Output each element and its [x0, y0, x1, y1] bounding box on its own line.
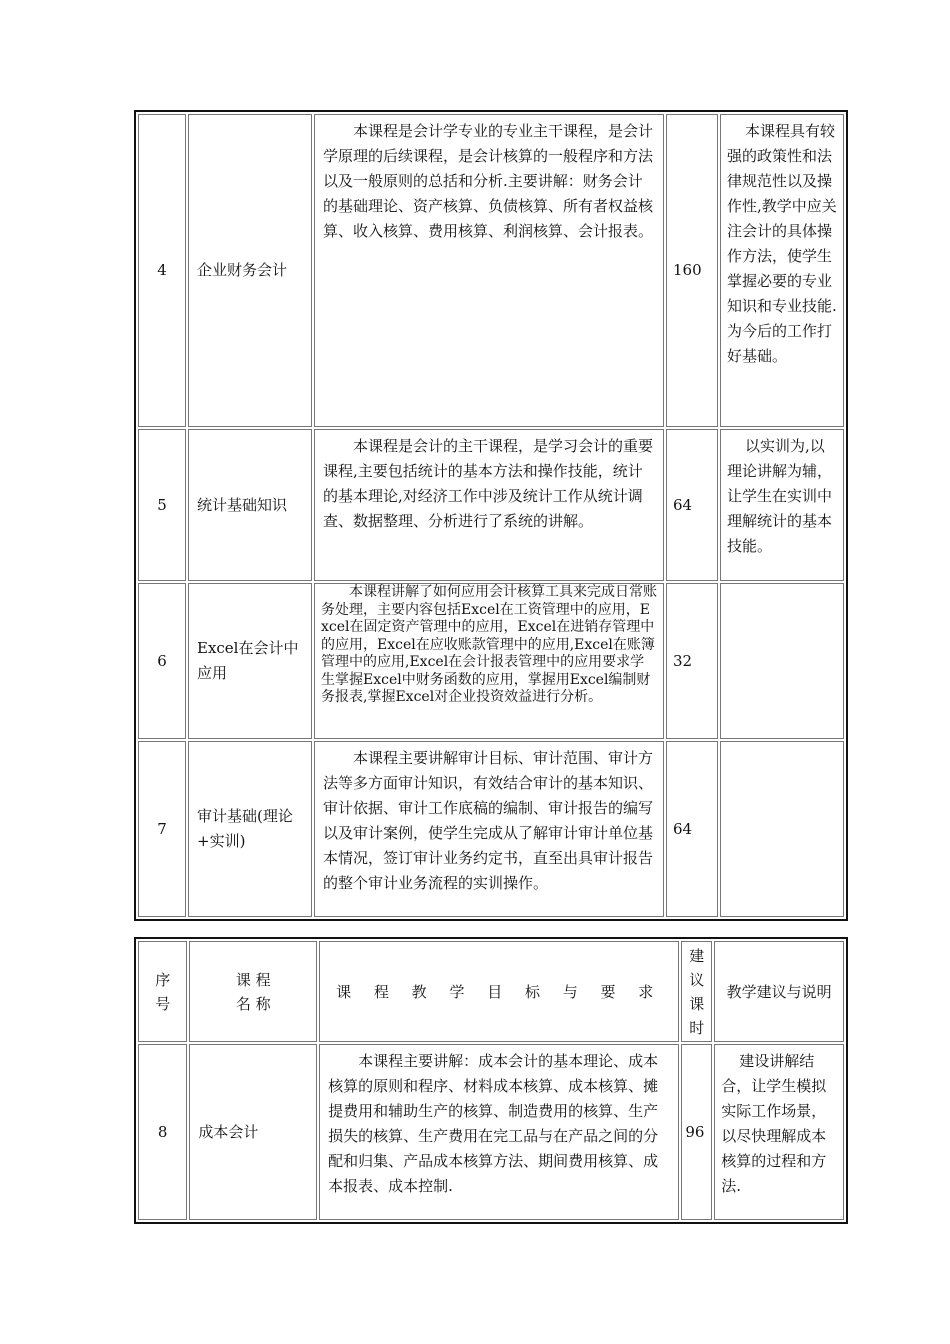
course-name: 审计基础(理论+实训) [188, 741, 312, 917]
course-hours: 160 [666, 114, 718, 427]
course-description: 本课程主要讲解审计目标、审计范围、审计方法等多方面审计知识，有效结合审计的基本知识、审计依据、审计工作底稿的编制、审计报告的编写以及审计案例，使学生完成从了解审计审计单位基本情况，签订审计业务约定书，直至出具审计报告的整个审计业务流程的实训操作。 [314, 741, 664, 917]
course-index: 8 [138, 1044, 187, 1220]
table-row [138, 429, 844, 581]
course-note: 以实训为,以理论讲解为辅，让学生在实训中理解统计的基本技能。 [720, 429, 844, 581]
table-row [138, 741, 844, 917]
course-hours: 96 [681, 1044, 712, 1220]
course-hours: 64 [666, 429, 718, 581]
course-hours: 64 [666, 741, 718, 917]
course-description: 本课程讲解了如何应用会计核算工具来完成日常账务处理，主要内容包括Excel在工资管理中的应用，Excel在固定资产管理中的应用，Excel在进销存管理中的应用，Excel在应收账款管理中的应用,Excel在账簿管理中的应用,Excel在会计报表管理中的应用要求学生掌握Excel中财务函数的应用，掌握用Excel编制财务报表,掌握Excel对企业投资效益进行分析。 [314, 583, 664, 739]
course-hours: 32 [666, 583, 718, 739]
course-table-continued [134, 110, 848, 921]
course-index: 7 [138, 741, 186, 917]
table-row [138, 1044, 844, 1220]
table-row [138, 583, 844, 739]
header-teaching-notes: 教学建议与说明 [714, 941, 844, 1042]
course-note: 建设讲解结合，让学生模拟实际工作场景，以尽快理解成本核算的过程和方法. [714, 1044, 844, 1220]
table-header-row [138, 941, 844, 1042]
course-name: Excel在会计中应用 [188, 583, 312, 739]
course-index: 4 [138, 114, 186, 427]
course-description: 本课程主要讲解：成本会计的基本理论、成本核算的原则和程序、材料成本核算、成本核算、摊提费用和辅助生产的核算、制造费用的核算、生产损失的核算、生产费用在完工品与在产品之间的分配和归集、产品成本核算方法、期间费用核算、成本报表、成本控制. [319, 1044, 679, 1220]
course-name: 企业财务会计 [188, 114, 312, 427]
header-suggested-hours: 建议课时 [681, 941, 712, 1042]
course-description: 本课程是会计学专业的专业主干课程，是会计学原理的后续课程，是会计核算的一般程序和方法以及一般原则的总括和分析.主要讲解：财务会计的基础理论、资产核算、负债核算、所有者权益核算、收入核算、费用核算、利润核算、会计报表。 [314, 114, 664, 427]
header-course-goals: 课 程 教 学 目 标 与 要 求 [319, 941, 679, 1042]
course-index: 6 [138, 583, 186, 739]
header-index: 序号 [138, 941, 187, 1042]
table-row [138, 114, 844, 427]
course-table [134, 937, 848, 1224]
course-index: 5 [138, 429, 186, 581]
course-description: 本课程是会计的主干课程，是学习会计的重要课程,主要包括统计的基本方法和操作技能，统计的基本理论,对经济工作中涉及统计工作从统计调查、数据整理、分析进行了系统的讲解。 [314, 429, 664, 581]
course-note: 本课程具有较强的政策性和法律规范性以及操作性,教学中应关注会计的具体操作方法，使学生掌握必要的专业知识和专业技能.为今后的工作打好基础。 [720, 114, 844, 427]
course-note [720, 583, 844, 739]
course-name: 成本会计 [189, 1044, 317, 1220]
course-name: 统计基础知识 [188, 429, 312, 581]
course-note [720, 741, 844, 917]
header-course-name: 课 程 名 称 [189, 941, 317, 1042]
